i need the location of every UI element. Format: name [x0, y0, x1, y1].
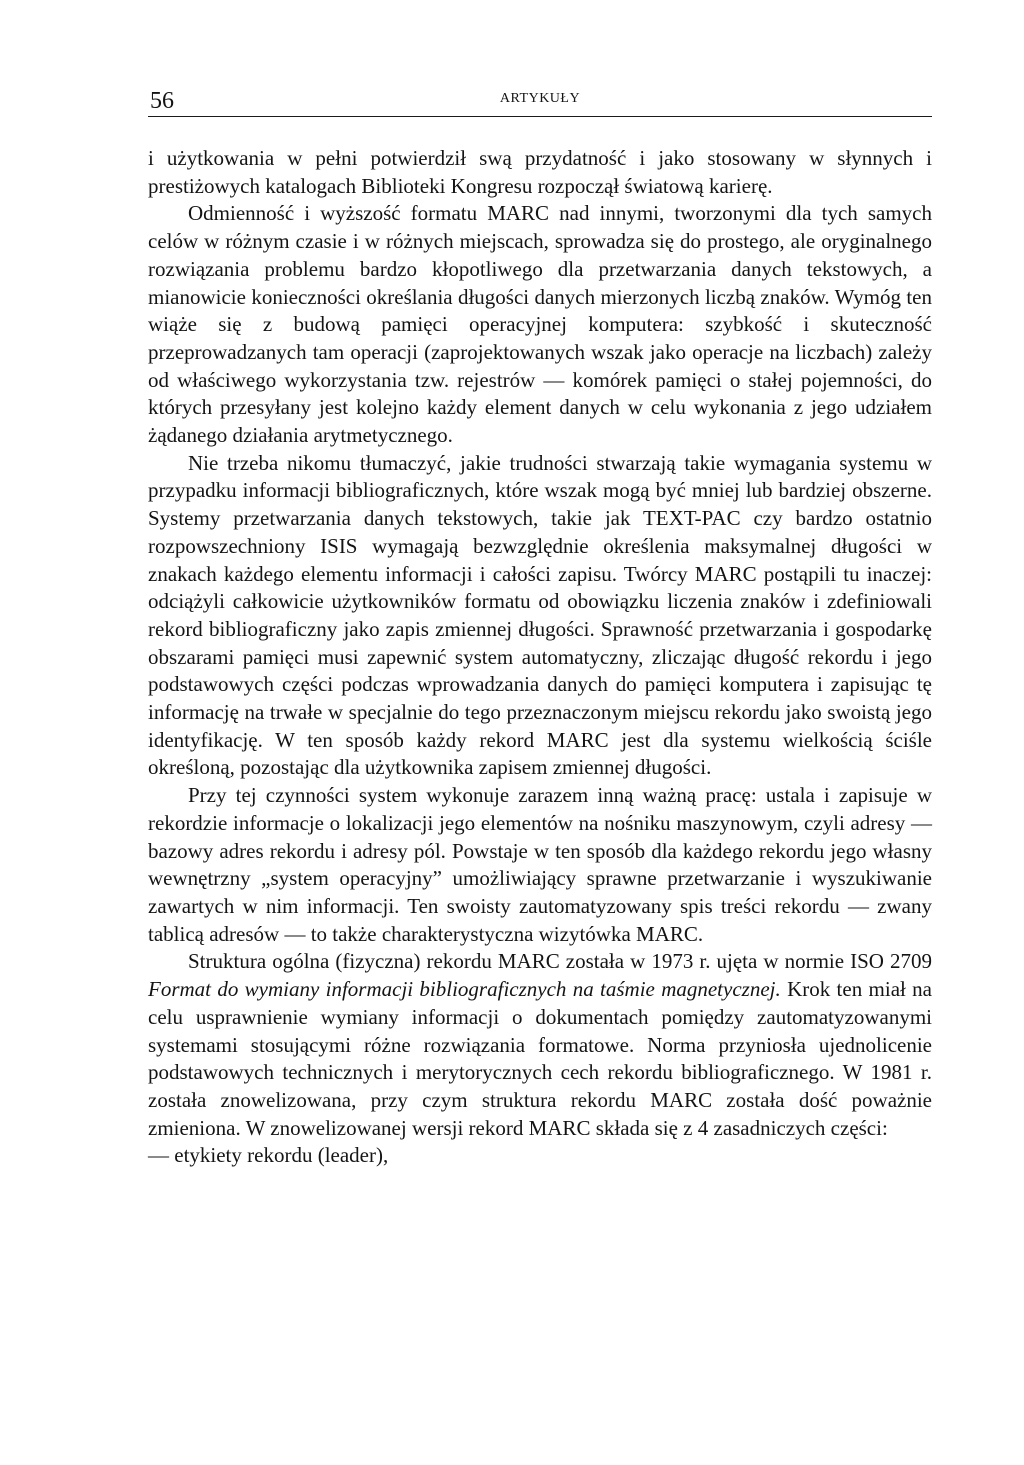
paragraph-continuation: i użytkowania w pełni potwierdził swą przydatność i jako stosowany w słynnych i prestiżowych katalogach Biblioteki Kongresu rozpoczął światową karierę.	[148, 146, 932, 198]
paragraph-bibliographic-requirements: Nie trzeba nikomu tłumaczyć, jakie trudności stwarzają takie wymagania systemu w przypadku informacji bibliograficznych, które wszak mogą być mniej lub bardziej obszerne. Systemy przetwarzania danych tekstowych, takie jak TEXT-PAC czy bardzo ostatnio rozpowszechniony ISIS wymagają bezwzględnie określenia maksymalnej długości w znakach każdego elementu informacji i całości zapisu. Twórcy MARC postąpili tu inaczej: odciążyli całkowicie użytkowników formatu od obowiązku liczenia znaków i zdefiniowali rekord bibliograficzny jako zapis zmiennej długości. Sprawność przetwarzania i gospodarkę obszarami pamięci musi zapewnić system automatyczny, zliczając długość rekordu i jego podstawowych części podczas wprowadzania danych do pamięci komputera i zapisując tę informację na trwałe w specjalnie do tego przeznaczonym miejscu rekordu jako swoistą jego identyfikację. W ten sposób każdy rekord MARC jest dla systemu wielkością ściśle określoną, pozostając dla użytkownika zapisem zmiennej długości.	[148, 450, 932, 780]
article-body	[148, 145, 932, 1170]
paragraph-iso-text-before: Struktura ogólna (fizyczna) rekordu MARC została w 1973 r. ujęta w normie ISO 2709	[188, 949, 932, 974]
paragraph-address-table: Przy tej czynności system wykonuje zarazem inną ważną pracę: ustala i zapisuje w rekordzie informacje o lokalizacji jego elementów na nośniku maszynowym, czyli adresy — bazowy adres rekordu i adresy pól. Powstaje w ten sposób dla każdego rekordu jego własny wewnętrzny „system operacyjny” umożliwiający sprawne przetwarzanie i wyszukiwanie zawartych w nim informacji. Ten swoisty zautomatyzowany spis treści rekordu — zwany tablicą adresów — to także charakterystyczna wizytówka MARC.	[148, 783, 932, 946]
paragraph-iso-structure	[148, 948, 932, 1142]
page-number: 56	[150, 88, 174, 114]
running-head	[148, 82, 932, 117]
section-title: ARTYKUŁY	[499, 91, 581, 106]
paragraph-marc-format: Odmienność i wyższość formatu MARC nad innymi, tworzonymi dla tych samych celów w różnym czasie i w różnych miejscach, sprowadza się do prostego, ale oryginalnego rozwiązania problemu bardzo kłopotliwego dla przetwarzania danych tekstowych, a mianowicie konieczności określania długości danych mierzonych liczbą znaków. Wymóg ten wiąże się z budową pamięci operacyjnej komputera: szybkość i skuteczność przeprowadzanych tam operacji (zaprojektowanych wszak jako operacje na liczbach) zależy od właściwego wykorzystania tzw. rejestrów — komórek pamięci o stałej pojemności, do których przesyłany jest kolejno każdy element danych w celu wykonania z jego udziałem żądanego działania arytmetycznego.	[148, 201, 932, 448]
standard-title: Format do wymiany informacji bibliograficznych na taśmie magnetycznej.	[148, 977, 781, 1002]
journal-page	[148, 82, 932, 1170]
list-item: — etykiety rekordu (leader),	[148, 1143, 389, 1168]
paragraph-iso-text-after: Krok ten miał na celu usprawnienie wymiany informacji o dokumentach pomiędzy zautomatyzowanymi systemami stosującymi różne rozwiązania formatowe. Norma przyniosła ujednolicenie podstawowych technicznych i merytorycznych cech rekordu bibliograficznego. W 1981 r. została znowelizowana, przy czym struktura rekordu MARC została dość poważnie zmieniona. W znowelizowanej wersji rekord MARC składa się z 4 zasadniczych części:	[148, 977, 932, 1140]
